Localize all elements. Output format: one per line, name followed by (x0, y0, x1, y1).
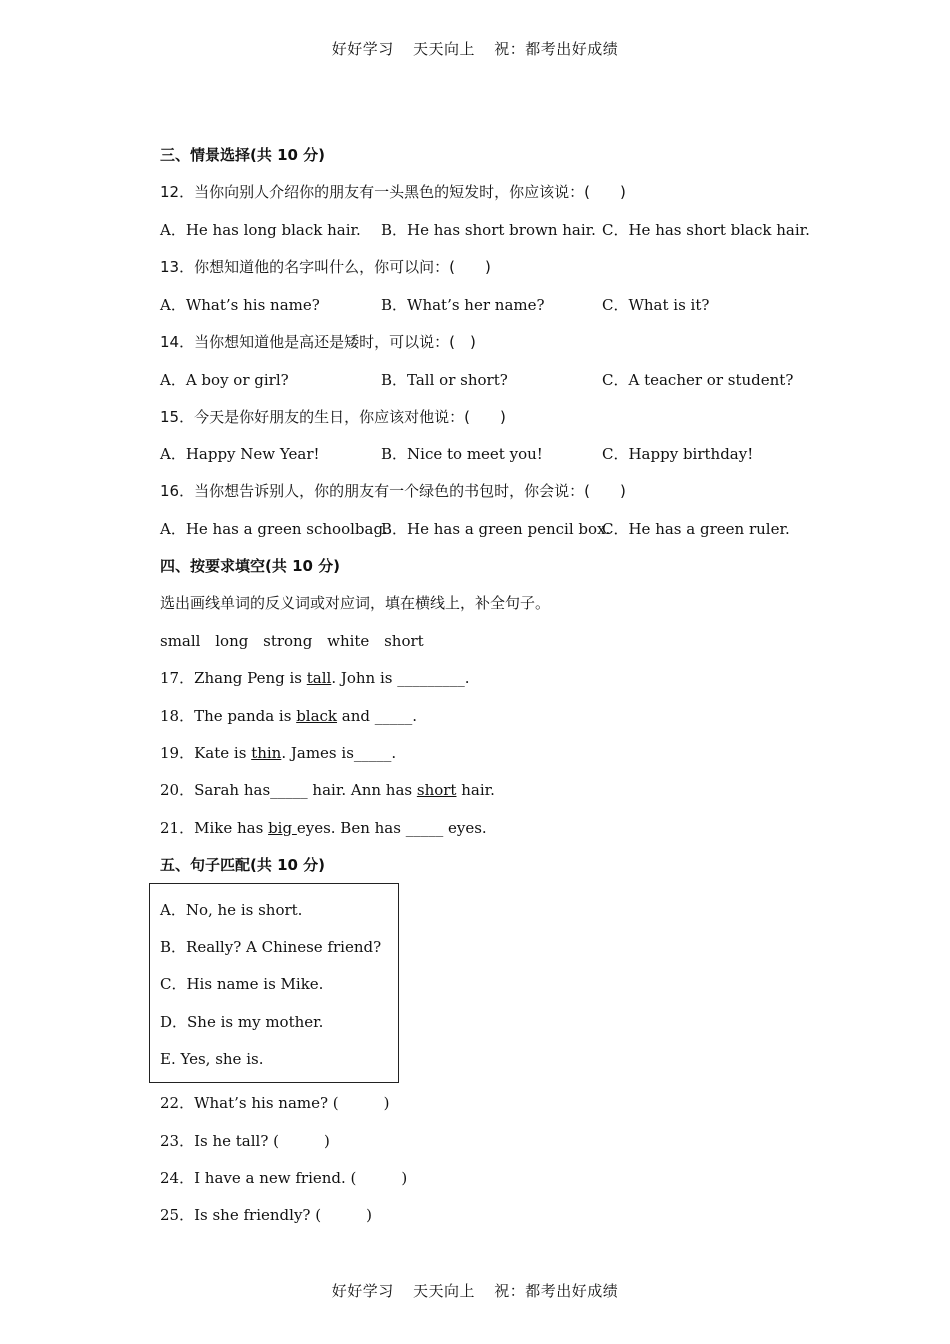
question-15: 15．今天是你好朋友的生日，你应该对他说：( ) (160, 408, 506, 426)
page-header (0, 38, 950, 59)
question-20 (160, 780, 495, 800)
question-21 (160, 818, 487, 838)
match-option-e: E. Yes, she is. (160, 1050, 264, 1068)
match-option-c: C．His name is Mike. (160, 975, 324, 993)
q21-text: 21．Mike has (160, 819, 269, 837)
q18-text: 18．The panda is (160, 707, 297, 725)
question-24: 24．I have a new friend. ( ) (160, 1169, 408, 1187)
word-bank-item: small (160, 632, 201, 650)
q17-text: 17．Zhang Peng is (160, 669, 307, 687)
q13-option-c: C．What is it? (602, 296, 710, 314)
q19-text-end: . James is_____. (281, 744, 397, 762)
section3-title: 三、情景选择(共 10 分) (160, 146, 326, 164)
q14-option-c: C．A teacher or student? (602, 371, 794, 389)
q12-option-c: C．He has short black hair. (602, 221, 810, 239)
section4-instruction: 选出画线单词的反义词或对应词，填在横线上，补全句子。 (160, 594, 551, 612)
footer-text-2: 天天向上 (412, 1282, 475, 1300)
q19-text: 19．Kate is (160, 744, 252, 762)
q16-option-a: A．He has a green schoolbag. (160, 520, 388, 538)
question-19 (160, 743, 396, 763)
q14-option-a: A．A boy or girl? (160, 371, 289, 389)
q18-text-end: and _____. (337, 707, 418, 725)
q15-option-a: A．Happy New Year! (160, 445, 320, 463)
q15-option-b: B．Nice to meet you! (381, 445, 543, 463)
q12-option-b: B．He has short brown hair. (381, 221, 596, 239)
match-option-a: A．No, he is short. (160, 901, 303, 919)
header-text-1: 好好学习 (331, 40, 394, 58)
q14-option-b: B．Tall or short? (381, 371, 508, 389)
q15-option-c: C．Happy birthday! (602, 445, 754, 463)
q20-underlined-word: short (416, 781, 457, 799)
q17-underlined-word: tall (306, 669, 332, 687)
q18-underlined-word: black (296, 707, 338, 725)
q20-text-end: hair. (456, 781, 495, 799)
page-footer (0, 1280, 950, 1301)
section5-title: 五、句子匹配(共 10 分) (160, 856, 326, 874)
q13-option-b: B．What’s her name? (381, 296, 545, 314)
question-25: 25．Is she friendly? ( ) (160, 1206, 372, 1224)
question-12: 12．当你向别人介绍你的朋友有一头黑色的短发时，你应该说：( ) (160, 183, 626, 201)
q20-text: 20．Sarah has_____ hair. Ann has (160, 781, 417, 799)
question-23: 23．Is he tall? ( ) (160, 1132, 330, 1150)
question-14: 14．当你想知道他是高还是矮时，可以说：( ) (160, 333, 476, 351)
section4-title: 四、按要求填空(共 10 分) (160, 557, 341, 575)
q13-option-a: A．What’s his name? (160, 296, 320, 314)
match-option-d: D．She is my mother. (160, 1013, 324, 1031)
word-bank-item: strong (263, 632, 313, 650)
q21-text-end: eyes. Ben has _____ eyes. (296, 819, 487, 837)
question-22: 22．What’s his name? ( ) (160, 1094, 390, 1112)
word-bank-item: short (384, 632, 424, 650)
header-text-3: 祝：都考出好成绩 (494, 40, 619, 58)
q19-underlined-word: thin (251, 744, 282, 762)
q16-option-b: B．He has a green pencil box. (381, 520, 611, 538)
question-16: 16．当你想告诉别人，你的朋友有一个绿色的书包时，你会说：( ) (160, 482, 626, 500)
match-option-b: B．Really? A Chinese friend? (160, 938, 382, 956)
question-13: 13．你想知道他的名字叫什么，你可以问：( ) (160, 258, 491, 276)
question-18 (160, 706, 417, 726)
question-17 (160, 668, 470, 688)
word-bank (160, 631, 434, 651)
q16-option-c: C．He has a green ruler. (602, 520, 790, 538)
answer-options-box (149, 883, 399, 1083)
word-bank-item: long (215, 632, 249, 650)
header-text-2: 天天向上 (412, 40, 475, 58)
q21-underlined-word: big (268, 819, 297, 837)
footer-text-1: 好好学习 (331, 1282, 394, 1300)
q17-text-end: . John is _________. (331, 669, 470, 687)
footer-text-3: 祝：都考出好成绩 (494, 1282, 619, 1300)
word-bank-item: white (327, 632, 370, 650)
q12-option-a: A．He has long black hair. (160, 221, 361, 239)
